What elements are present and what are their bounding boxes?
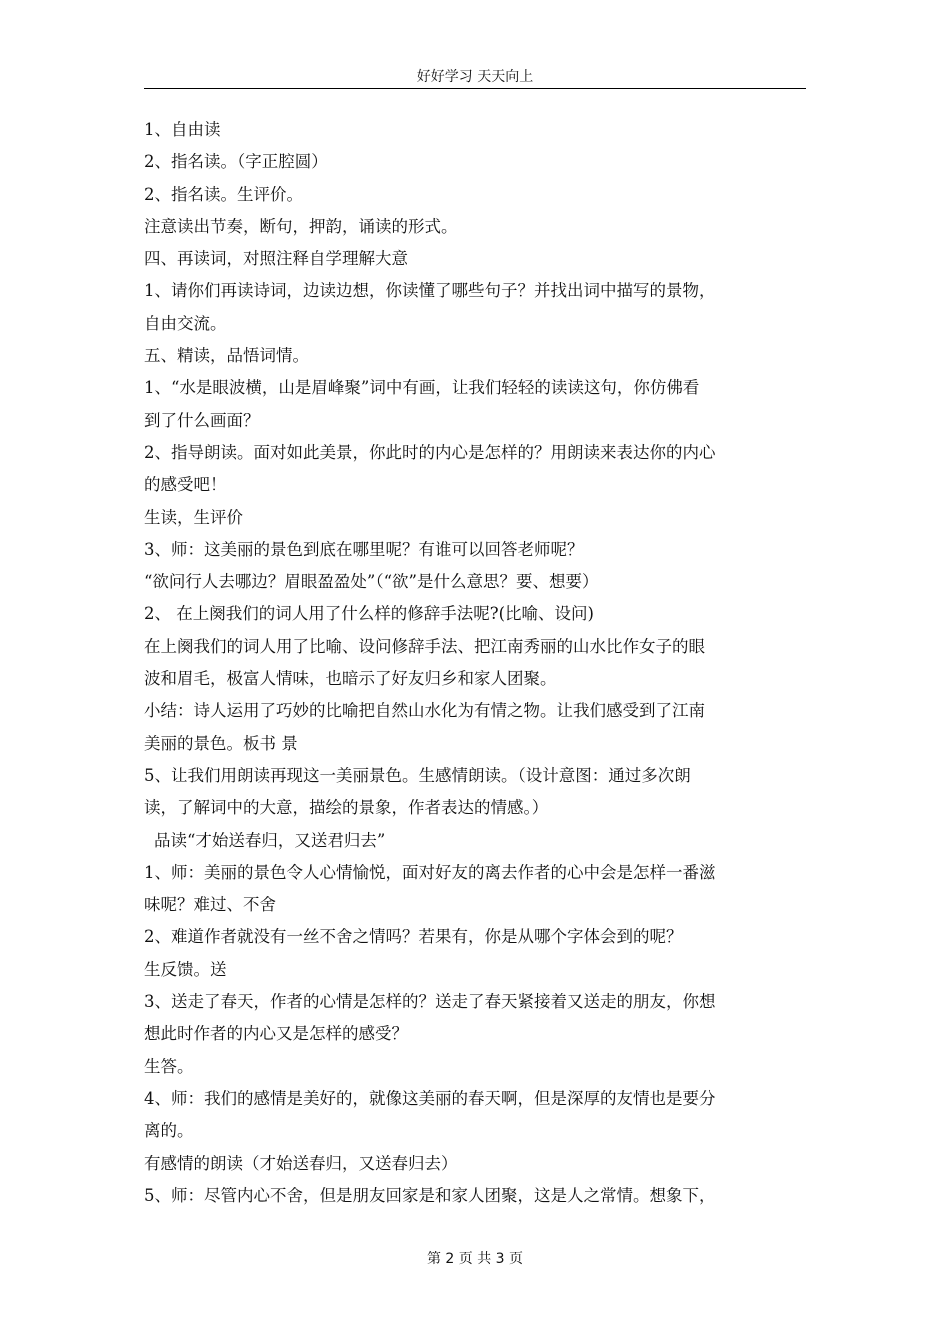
text-line: 4、师：我们的感情是美好的，就像这美丽的春天啊，但是深厚的友情也是要分: [144, 1088, 716, 1108]
text-line: 2、指导朗读。面对如此美景，你此时的内心是怎样的？用朗读来表达你的内心: [144, 442, 716, 462]
text-line: 1、请你们再读诗词，边读边想，你读懂了哪些句子？并找出词中描写的景物，: [144, 281, 716, 301]
text-line: 1、师：美丽的景色令人心情愉悦，面对好友的离去作者的心中会是怎样一番滋: [144, 862, 716, 882]
page-footer: 第 2 页 共 3 页: [426, 1251, 524, 1267]
header-rule: [144, 88, 806, 89]
text-line: 在上阕我们的词人用了比喻、设问修辞手法、把江南秀丽的山水比作女子的眼: [144, 636, 705, 656]
section-heading: 四、再读词，对照注释自学理解大意: [144, 249, 408, 269]
text-line: 波和眉毛，极富人情味，也暗示了好友归乡和家人团聚。: [144, 669, 557, 689]
subsection-heading: 品读“才始送春归，又送君归去”: [154, 830, 386, 850]
text-line: 生反馈。送: [144, 959, 227, 979]
text-line: 美丽的景色。板书 景: [144, 733, 298, 753]
text-line: 想此时作者的内心又是怎样的感受？: [144, 1024, 408, 1044]
text-line: 生答。: [144, 1056, 194, 1076]
text-line: 3、师：这美丽的景色到底在哪里呢？有谁可以回答老师呢？: [144, 539, 584, 559]
text-line: 离的。: [144, 1121, 194, 1141]
text-line: 味呢？难过、不舍: [144, 895, 276, 915]
text-line: 1、自由读: [144, 120, 221, 139]
text-line: 2、 在上阕我们的词人用了什么样的修辞手法呢?(比喻、设问): [144, 604, 594, 624]
text-line: 到了什么画面？: [144, 410, 260, 430]
text-line: 生读，生评价: [144, 507, 243, 527]
text-line: 小结：诗人运用了巧妙的比喻把自然山水化为有情之物。让我们感受到了江南: [144, 701, 705, 721]
text-line: 注意读出节奏，断句，押韵，诵读的形式。: [144, 216, 458, 236]
document-body: [144, 114, 808, 1212]
text-line: 有感情的朗读（才始送春归，又送春归去）: [144, 1153, 458, 1173]
text-line: 的感受吧！: [144, 475, 227, 495]
text-line: 1、“水是眼波横，山是眉峰聚”词中有画，让我们轻轻的读读这句，你仿佛看: [144, 378, 700, 398]
text-line: 2、难道作者就没有一丝不舍之情吗？若果有，你是从哪个字体会到的呢？: [144, 927, 683, 947]
text-line: 2、指名读。生评价。: [144, 184, 303, 204]
text-line: 读，了解词中的大意，描绘的景象，作者表达的情感。）: [144, 798, 549, 818]
text-line: 5、让我们用朗读再现这一美丽景色。生感情朗读。（设计意图：通过多次朗: [144, 765, 691, 785]
text-line: 5、师：尽管内心不舍，但是朋友回家是和家人团聚，这是人之常情。想象下，: [144, 1185, 716, 1205]
text-line: 自由交流。: [144, 313, 227, 333]
text-line: 3、送走了春天，作者的心情是怎样的？送走了春天紧接着又送走的朋友，你想: [144, 992, 716, 1012]
page-header: 好好学习 天天向上: [416, 69, 534, 85]
text-line: 2、指名读。（字正腔圆）: [144, 152, 328, 172]
text-line: “欲问行人去哪边？眉眼盈盈处”（“欲”是什么意思？要、想要）: [144, 572, 599, 592]
section-heading: 五、精读，品悟词情。: [144, 346, 309, 366]
